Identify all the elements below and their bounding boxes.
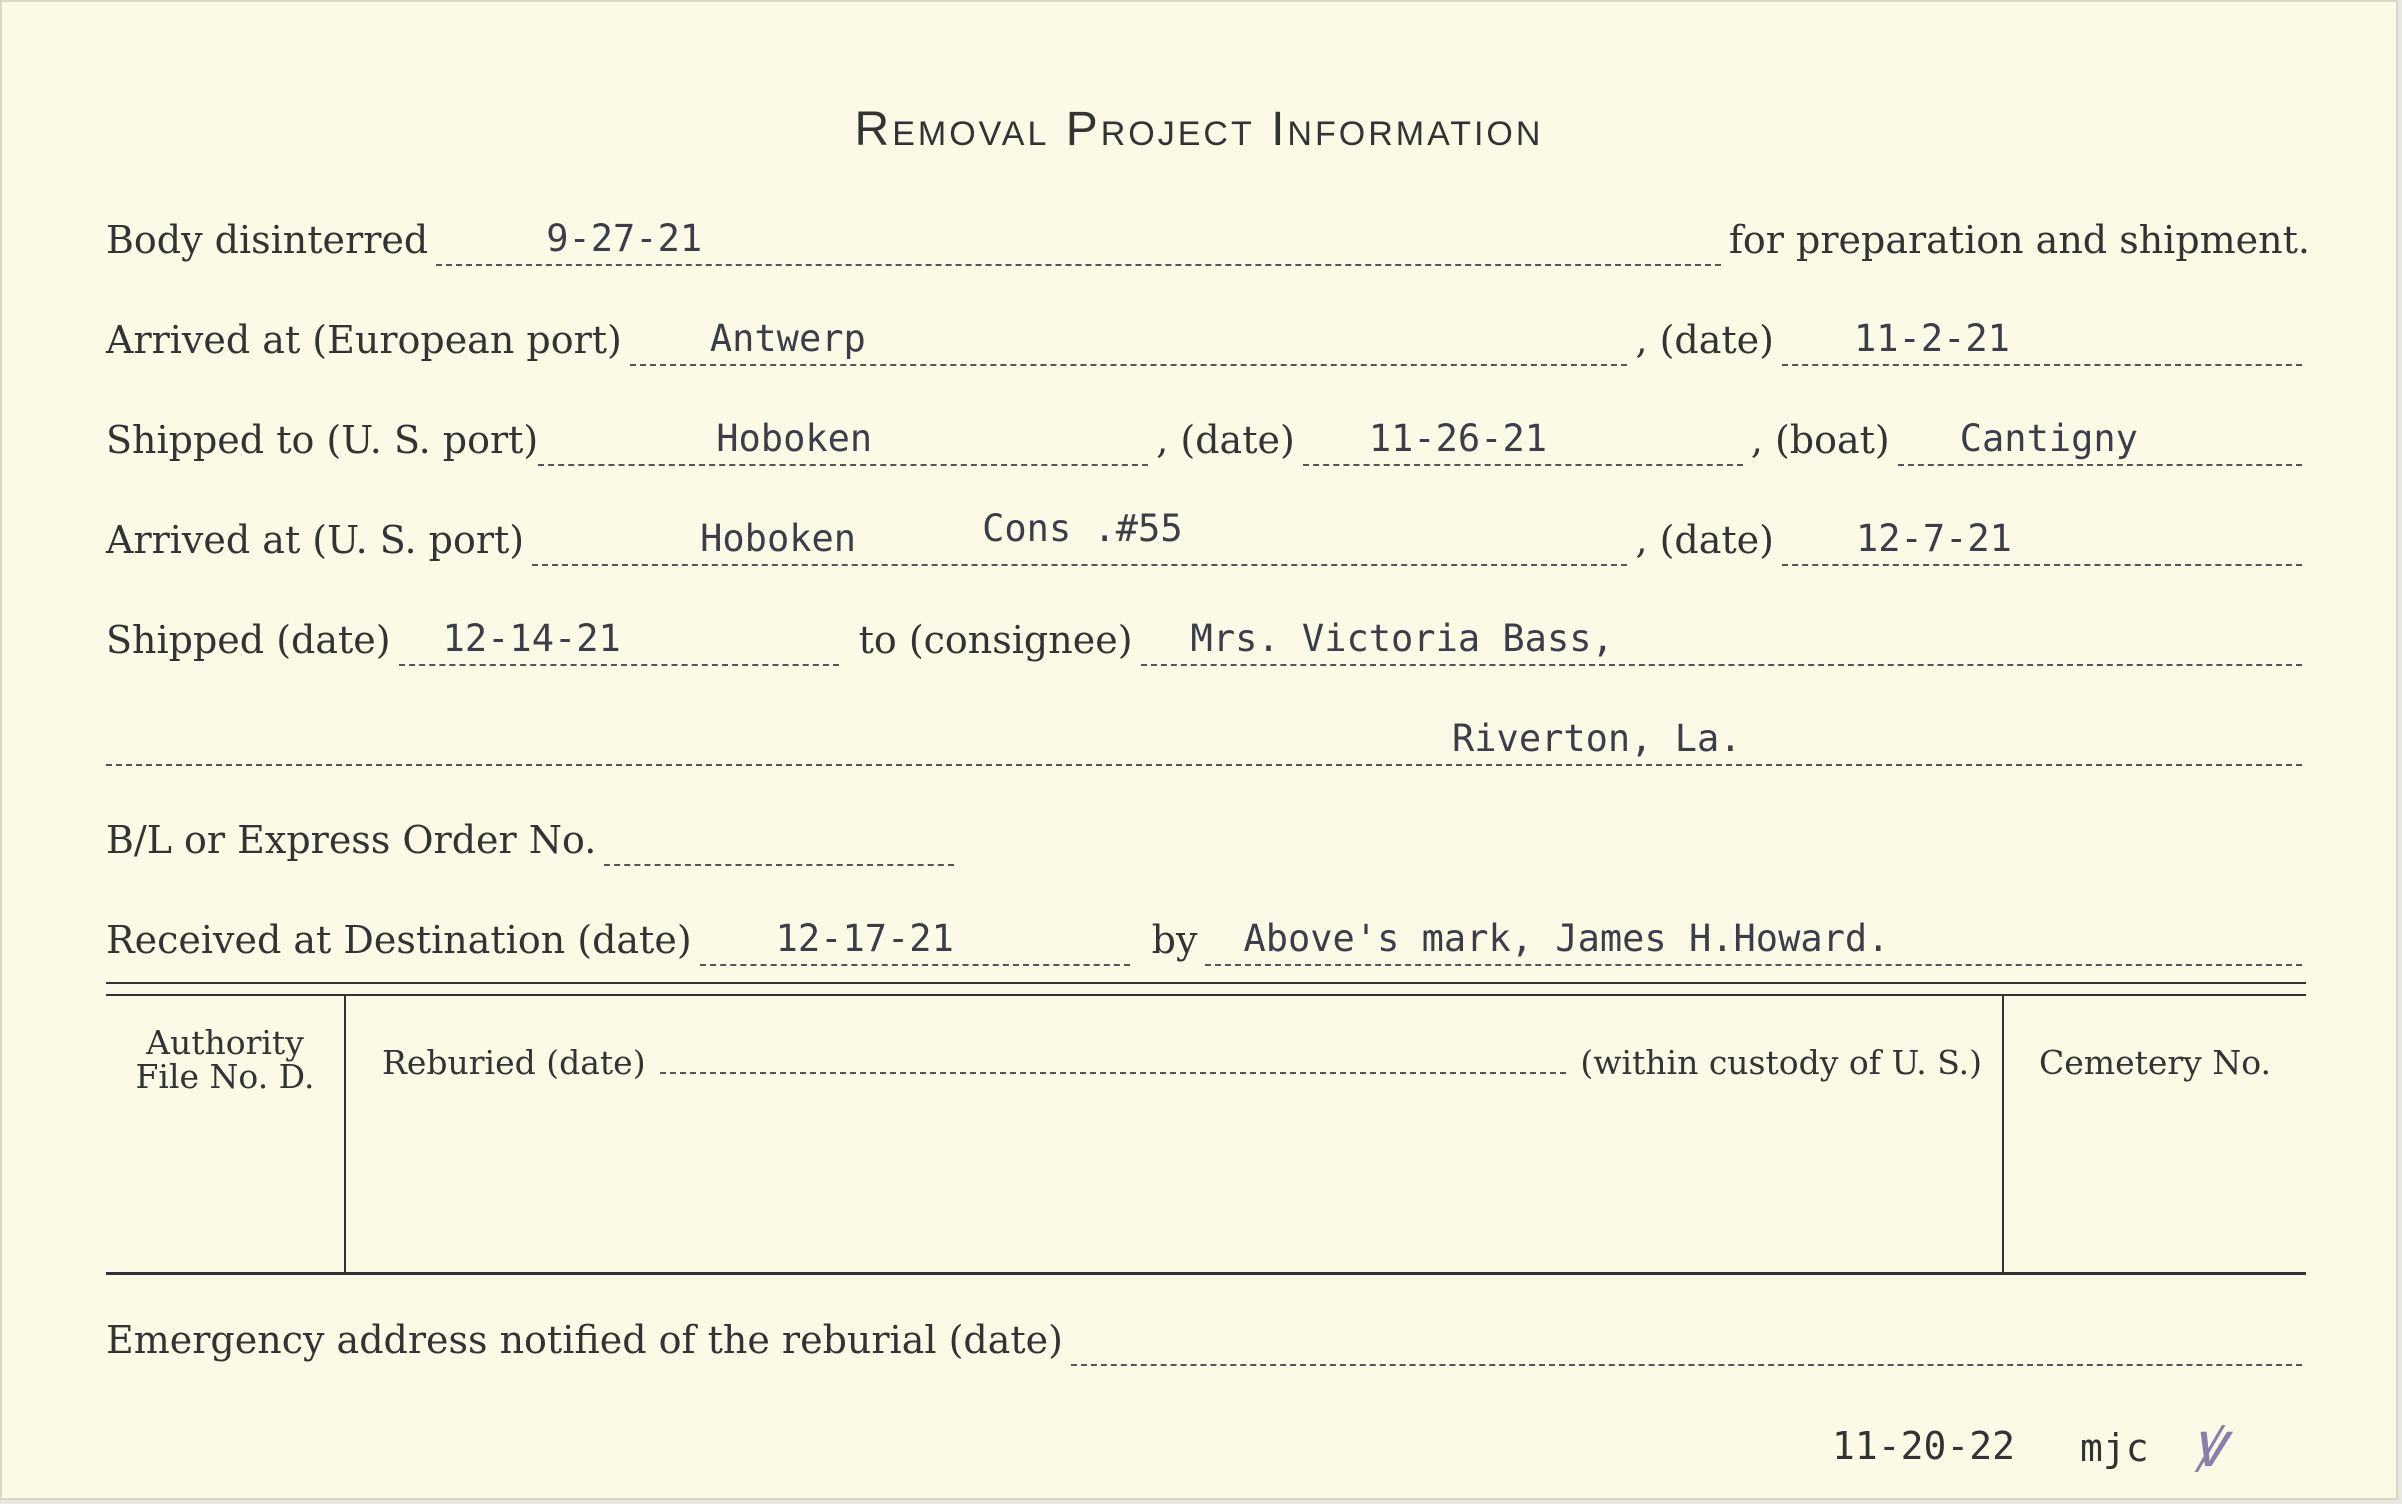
us-port-field [538, 416, 1148, 466]
reburied-cell [382, 1043, 1982, 1082]
row-arrived-european [106, 310, 2310, 366]
received-destination-label: Received at Destination (date) [106, 918, 692, 962]
consignee-value: Mrs. Victoria Bass, [1190, 617, 1614, 660]
arrived-us-value: Hoboken [700, 517, 857, 560]
us-port-value: Hoboken [716, 417, 873, 460]
body-disinterred-value: 9-27-21 [546, 217, 703, 260]
row-shipped-consignee [106, 610, 2310, 666]
preparation-label: for preparation and shipment. [1728, 218, 2310, 262]
received-by-label: by [1151, 918, 1198, 962]
reburied-date-field [660, 1072, 1567, 1074]
footer-initials: mjc [2080, 1426, 2149, 1470]
european-date-label: , (date) [1635, 318, 1774, 362]
european-date-value: 11-2-21 [1854, 317, 2010, 360]
body-disinterred-field [436, 216, 1721, 266]
european-date-field [1782, 316, 2302, 366]
consignee-address-field [106, 716, 2302, 766]
received-by-value: Above's mark, James H.Howard. [1243, 917, 1890, 960]
consignee-field [1141, 616, 2302, 666]
boat-label: , (boat) [1750, 418, 1890, 462]
shipped-final-date-value: 12-14-21 [442, 617, 621, 660]
body-disinterred-label: Body disinterred [106, 218, 429, 262]
row-consignee-address [106, 710, 2310, 766]
file-no-label: File No. D. [135, 1057, 315, 1096]
row-received-destination [106, 910, 2310, 966]
arrived-us-date-label: , (date) [1635, 518, 1774, 562]
handwritten-check-mark: ꝟ [2192, 1408, 2225, 1482]
card-title: Removal Project Information [854, 103, 1544, 156]
row-bl-order [106, 810, 2310, 866]
row-body-disinterred [106, 210, 2310, 266]
arrived-us-date-value: 12-7-21 [1856, 517, 2012, 560]
arrived-european-label: Arrived at (European port) [106, 318, 622, 362]
shipped-final-date-field [399, 616, 839, 666]
boat-field [1898, 416, 2302, 466]
emergency-date-field [1071, 1316, 2302, 1366]
arrived-us-field [532, 507, 1627, 566]
table-divider-left [344, 996, 346, 1272]
table-top-rule [106, 982, 2306, 984]
footer-date: 11-20-22 [1832, 1424, 2016, 1468]
consignment-note: Cons .#55 [982, 507, 1183, 550]
arrived-us-date-field [1782, 516, 2302, 566]
row-shipped-us [106, 410, 2310, 466]
reburial-table [106, 994, 2306, 1275]
bl-order-field [604, 816, 954, 866]
row-emergency [106, 1310, 2310, 1366]
arrived-us-label: Arrived at (U. S. port) [106, 518, 525, 562]
received-date-field [700, 916, 1130, 966]
cemetery-no-label: Cemetery No. [2039, 1043, 2271, 1082]
boat-value: Cantigny [1959, 417, 2138, 460]
european-port-field [630, 316, 1628, 366]
shipped-date-label: , (date) [1156, 418, 1295, 462]
shipped-us-label: Shipped to (U. S. port) [106, 418, 539, 462]
row-arrived-us [106, 507, 2310, 566]
emergency-label: Emergency address notified of the reburial (date) [106, 1318, 1063, 1362]
reburied-label: Reburied (date) [382, 1043, 646, 1082]
received-by-field [1205, 916, 2302, 966]
authority-cell [106, 1023, 344, 1096]
consignee-label: to (consignee) [858, 618, 1133, 662]
table-divider-right [2002, 996, 2004, 1272]
shipped-date-field [1303, 416, 1743, 466]
european-port-value: Antwerp [709, 317, 866, 360]
received-date-value: 12-17-21 [775, 917, 954, 960]
custody-label: (within custody of U. S.) [1580, 1043, 1982, 1082]
shipped-date-label-2: Shipped (date) [106, 618, 391, 662]
shipped-date-value: 11-26-21 [1368, 417, 1548, 460]
consignee-address-value: Riverton, La. [1452, 717, 1742, 760]
bl-order-label: B/L or Express Order No. [106, 818, 597, 862]
authority-label: Authority [146, 1023, 304, 1062]
